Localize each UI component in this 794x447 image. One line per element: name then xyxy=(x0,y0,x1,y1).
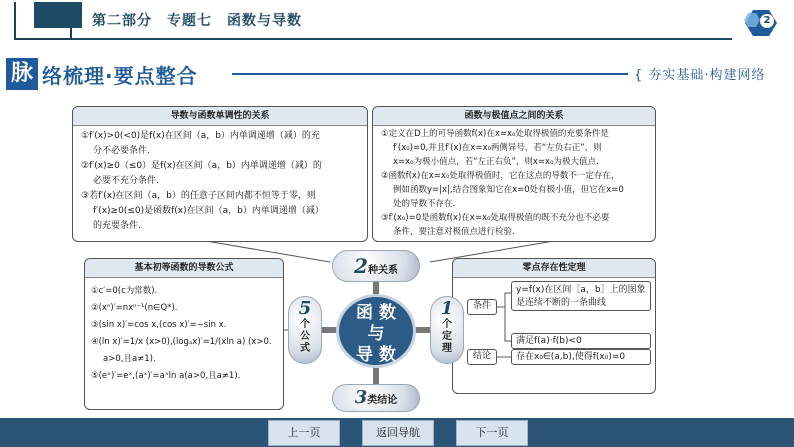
spoke-right-char: 理 xyxy=(442,343,452,354)
spoke-five-formulas xyxy=(288,296,322,364)
center-line: 函 数 xyxy=(356,303,396,323)
spoke-top-label: 种关系 xyxy=(367,265,398,276)
formula-line: ①c′=0(c为常数). xyxy=(91,286,158,296)
formula-box-body xyxy=(91,283,283,385)
spoke-left-char: 个 xyxy=(300,319,310,330)
spoke-bottom-number: 3 xyxy=(354,387,368,408)
monotone-line: 的充要条件. xyxy=(93,221,141,231)
monotone-line: 分不必要条件. xyxy=(93,146,150,156)
extreme-box-body xyxy=(381,127,653,239)
extreme-box xyxy=(372,106,656,242)
extreme-line: x=x₀为极小值点，若“左正右负”，则x=x₀为极大值点. xyxy=(393,157,599,167)
spoke-right-char: 定 xyxy=(442,331,452,342)
center-line: 与 xyxy=(367,324,385,344)
formula-line: ②(xⁿ)′=nxⁿ⁻¹(n∈Q*). xyxy=(91,303,178,313)
center-topic xyxy=(336,294,416,368)
monotone-line: f′(x)≥0(≤0)是函数f(x)在区间（a，b）内单调递增（减） xyxy=(93,206,324,216)
section-subtitle-text: 夯实基础·构建网络 xyxy=(648,68,766,83)
conclusion: 存在x₀∈(a,b),使得f(x₀)=0 xyxy=(511,349,651,365)
monotone-box-title: 导数与函数单调性的关系 xyxy=(73,107,367,126)
extreme-line: ③f′(x₀)=0是函数f(x)在x=x₀处取得极值的既不充分也不必要 xyxy=(381,213,610,223)
spoke-top-number: 2 xyxy=(354,254,368,278)
condition-label: 条件 xyxy=(467,299,497,315)
formula-line: ⑤(eˣ)′=eˣ,(aˣ)′=aˣln a(a>0,且a≠1). xyxy=(91,371,241,381)
conclusion-label: 结论 xyxy=(467,349,497,365)
spoke-left-number: 5 xyxy=(298,298,312,319)
spoke-left-char: 式 xyxy=(300,343,310,354)
spoke-bottom-label: 类结论 xyxy=(367,395,398,406)
monotone-line: ②f′(x)≥0（≤0）是f(x)在区间（a，b）内单调递增（减）的 xyxy=(81,161,322,171)
section-title: 络梳理·要点整合 xyxy=(42,64,198,88)
extreme-line: 处的导数不存在. xyxy=(393,199,456,209)
section-char-badge: 脉 xyxy=(6,58,38,90)
section-subtitle: { 夯实基础·构建网络 xyxy=(634,68,766,83)
formula-line: ④(ln x)′=1/x (x>0),(logₐx)′=1/(xln a) (x>0. xyxy=(91,337,272,347)
spoke-three-conclusions xyxy=(332,384,420,412)
extreme-line: 条件，要注意对极值点进行检验. xyxy=(393,227,515,237)
extreme-line: f′(x₀)=0,并且f′(x)在x=x₀两侧异号，若“左负右正”，则 xyxy=(393,143,602,153)
formula-line: a>0,且a≠1). xyxy=(103,354,156,364)
center-line: 导 数 xyxy=(356,345,396,365)
zero-bracket-lines xyxy=(453,259,657,395)
extreme-line: ②函数f(x)在x=x₀处取得极值时，它在这点的导数不一定存在， xyxy=(381,171,620,181)
spoke-right-number: 1 xyxy=(440,298,454,319)
home-nav-button[interactable]: 返回导航 xyxy=(362,420,434,446)
monotone-line: ③若f′(x)在区间（a，b）的任意子区间内都不恒等于零，则 xyxy=(81,191,316,201)
prev-page-button[interactable]: 上一页 xyxy=(268,420,340,446)
spoke-two-relations xyxy=(332,250,420,282)
condition-1: y=f(x)在区间［a，b］上的图象是连续不断的一条曲线 xyxy=(511,281,651,311)
monotone-box-body xyxy=(81,129,365,234)
zero-theorem-box xyxy=(452,258,656,394)
extreme-box-title: 函数与极值点之间的关系 xyxy=(373,107,655,126)
formula-box xyxy=(84,258,284,410)
condition-2: 满足f(a)·f(b)<0 xyxy=(511,333,651,349)
page-number: 2 xyxy=(760,14,774,28)
spoke-left-char: 公 xyxy=(300,331,310,342)
monotone-box xyxy=(72,106,368,242)
page-title: 第二部分 专题七 函数与导数 xyxy=(92,13,302,29)
spoke-one-theorem xyxy=(430,296,464,364)
extreme-line: ①定义在D上的可导函数f(x)在x=x₀处取得极值的充要条件是 xyxy=(381,129,609,139)
next-page-button[interactable]: 下一页 xyxy=(456,420,528,446)
zero-theorem-title: 零点存在性定理 xyxy=(453,259,655,278)
formula-line: ③(sin x)′=cos x,(cos x)′=−sin x. xyxy=(91,320,227,330)
spoke-right-char: 个 xyxy=(442,319,452,330)
monotone-line: 必要不充分条件. xyxy=(93,176,159,186)
extreme-line: 例如函数y=|x|,结合图象知它在x=0处有极小值，但它在x=0 xyxy=(393,185,624,195)
formula-box-title: 基本初等函数的导数公式 xyxy=(85,259,283,278)
monotone-line: ①f′(x)>0(<0)是f(x)在区间（a，b）内单调递增（减）的充 xyxy=(81,131,320,141)
